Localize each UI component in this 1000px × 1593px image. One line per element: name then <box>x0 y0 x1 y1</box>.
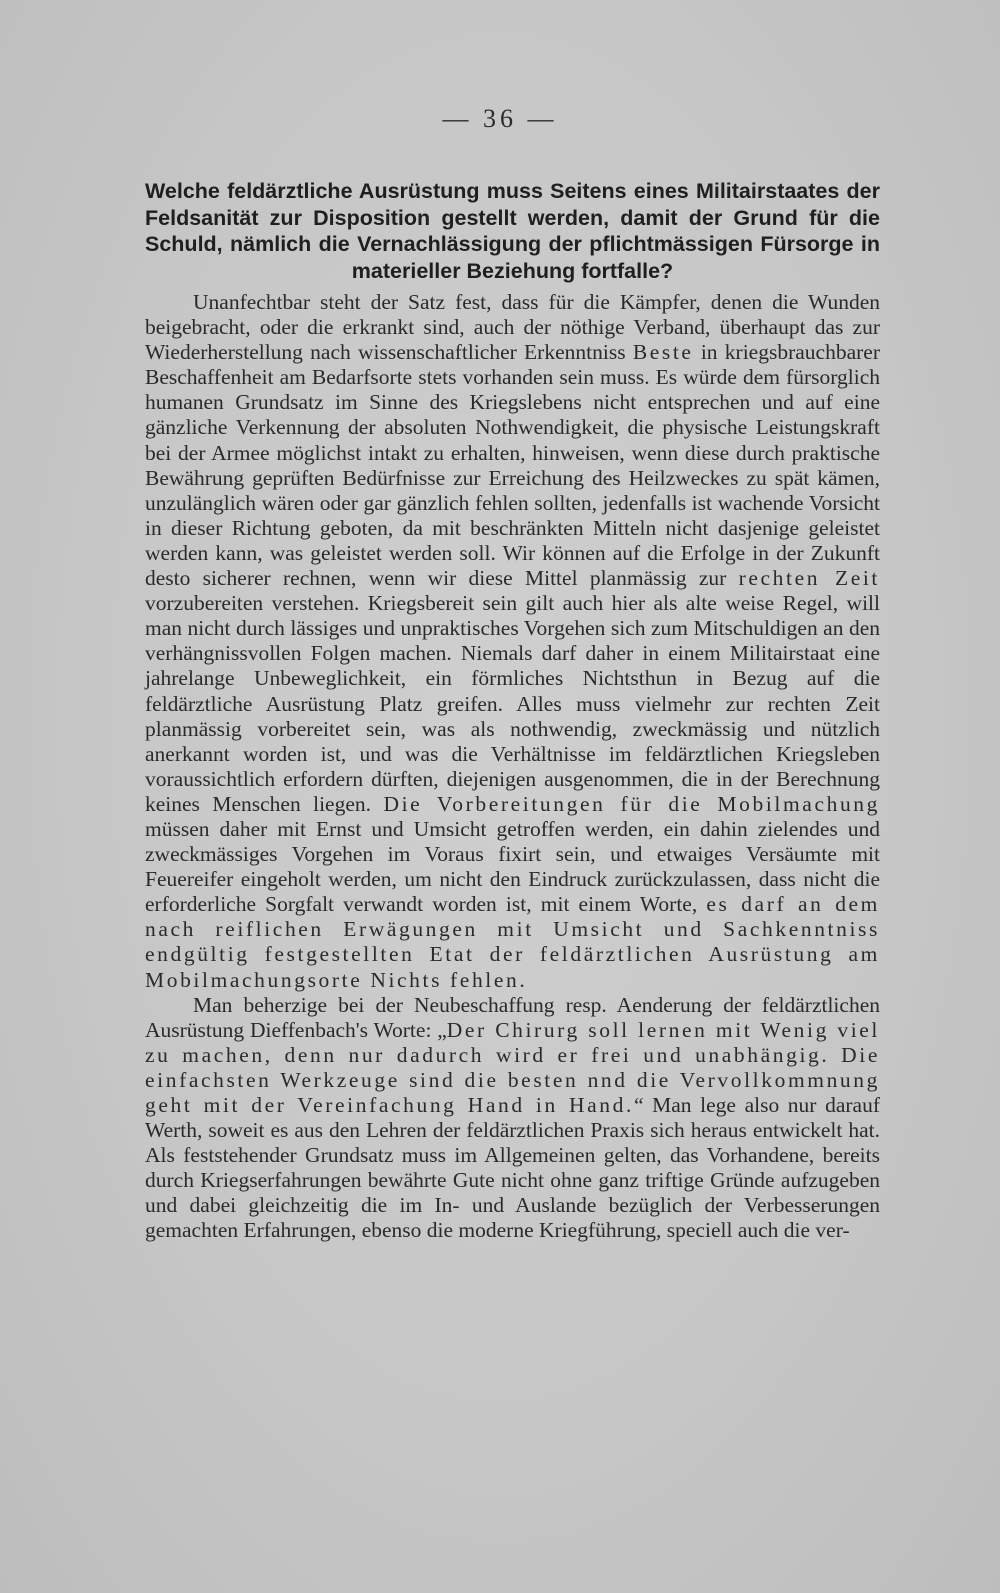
body-text <box>145 290 880 1244</box>
text-run: Unanfechtbar steht der Satz fest, dass für die Kämpfer, denen die Wunden beigebracht, oder die erkrankt sind, auch der nöthige Verband, überhaupt das zur Wiederherstellung nach wissenschaftlicher Erkenntniss <box>145 290 880 365</box>
paragraph-2 <box>145 993 880 1244</box>
spaced-emphasis: Beste <box>632 340 694 365</box>
text-run: “ Man lege also nur darauf Werth, soweit es aus den Lehren der feldärztlichen Praxis sich heraus entwickelt hat. Als feststehender Grundsatz muss im Allgemeinen gelten, das Vorhandene, bereits durch Kriegserfahrungen bewährte Gute nicht ohne ganz triftige Gründe aufzugeben und dabei gleichzeitig die im In- und Auslande bezüglich der Verbesserungen gemachten Erfahrungen, ebenso die moderne Kriegführung, speciell auch die ver- <box>145 1093 880 1243</box>
spaced-quote: Der Chirurg soll lernen mit Wenig viel zu machen, denn nur dadurch wird er frei und unabhängig. Die einfachsten Werkzeuge sind die besten nnd die Vervollkommnung geht mit der Vereinfachung Hand in Hand. <box>145 1017 880 1117</box>
paragraph-1 <box>145 290 880 993</box>
text-run: müssen daher mit Ernst und Umsicht getroffen werden, ein dahin zielendes und zweckmässiges Vorgehen im Voraus fixirt sein, und etwaiges Versäumte mit Feuereifer eingeholt werden, um nicht den Eindruck zurückzulassen, dass nicht die erforderliche Sorgfalt verwandt worden ist, mit einem Worte, <box>145 816 880 917</box>
spaced-emphasis: Die Vorbereitungen für die Mobilmachung <box>383 791 880 816</box>
text-run: in kriegsbrauchbarer Beschaffenheit am Bedarfsorte stets vorhanden sein muss. Es würde dem fürsorglich humanen Grundsatz im Sinne des Kriegslebens nicht entsprechen und auf eine gänzliche Verkennung der absoluten Nothwendigkeit, die physische Leistungskraft bei der Armee möglichst intakt zu erhalten, hinweisen, wenn diese durch praktische Bewährung geprüften Bedürfnisse zur Erreichung des Heilzweckes zu spät kämen, unzulänglich wären oder gar gänzlich fehlen sollten, jedenfalls ist wachende Vorsicht in dieser Richtung geboten, da mit beschränkten Mitteln nicht dasjenige geleistet werden kann, was geleistet werden soll. Wir können auf die Erfolge in der Zukunft desto sicherer rechnen, wenn wir diese Mittel planmässig zur <box>145 340 880 591</box>
text-run: vorzubereiten verstehen. Kriegsbereit sein gilt auch hier als alte weise Regel, will man nicht durch lässiges und unpraktisches Vorgehen sich zum Mitschuldigen an den verhängnissvollen Folgen machen. Niemals darf daher in einem Militairstaat eine jahrelange Unbeweglichkeit, ein förmliches Nichtsthun in Bezug auf die feldärztliche Ausrüstung Platz greifen. Alles muss vielmehr zur rechten Zeit planmässig vorbereitet sein, was als nothwendig, zweckmässig und nützlich anerkannt worden ist, und was die Verhältnisse im feldärztlichen Kriegsleben voraussichtlich erfordern dürften, diejenigen ausgenommen, die in der Berechnung keines Menschen liegen. <box>145 591 880 816</box>
page-number: — 36 — <box>442 104 558 133</box>
section-heading: Welche feldärztliche Ausrüstung muss Seitens eines Militairstaates der Feldsanität zur Disposition gestellt werden, damit der Grund für die Schuld, nämlich die Vernachlässigung der pflichtmässigen Fürsorge in materieller Beziehung fortfalle? <box>145 179 880 283</box>
text-run: Man beherzige bei der Neubeschaffung resp. Aenderung der feldärztlichen Ausrüstung Dieffenbach's Worte: „ <box>145 992 880 1042</box>
spaced-emphasis: rechten Zeit <box>738 566 881 591</box>
spaced-emphasis: es darf an dem nach reiflichen Erwägungen mit Umsicht und Sachkenntniss endgültig festgestellten Etat der feldärztlichen Ausrüstung am Mobilmachungsorte Nichts fehlen. <box>145 892 881 992</box>
